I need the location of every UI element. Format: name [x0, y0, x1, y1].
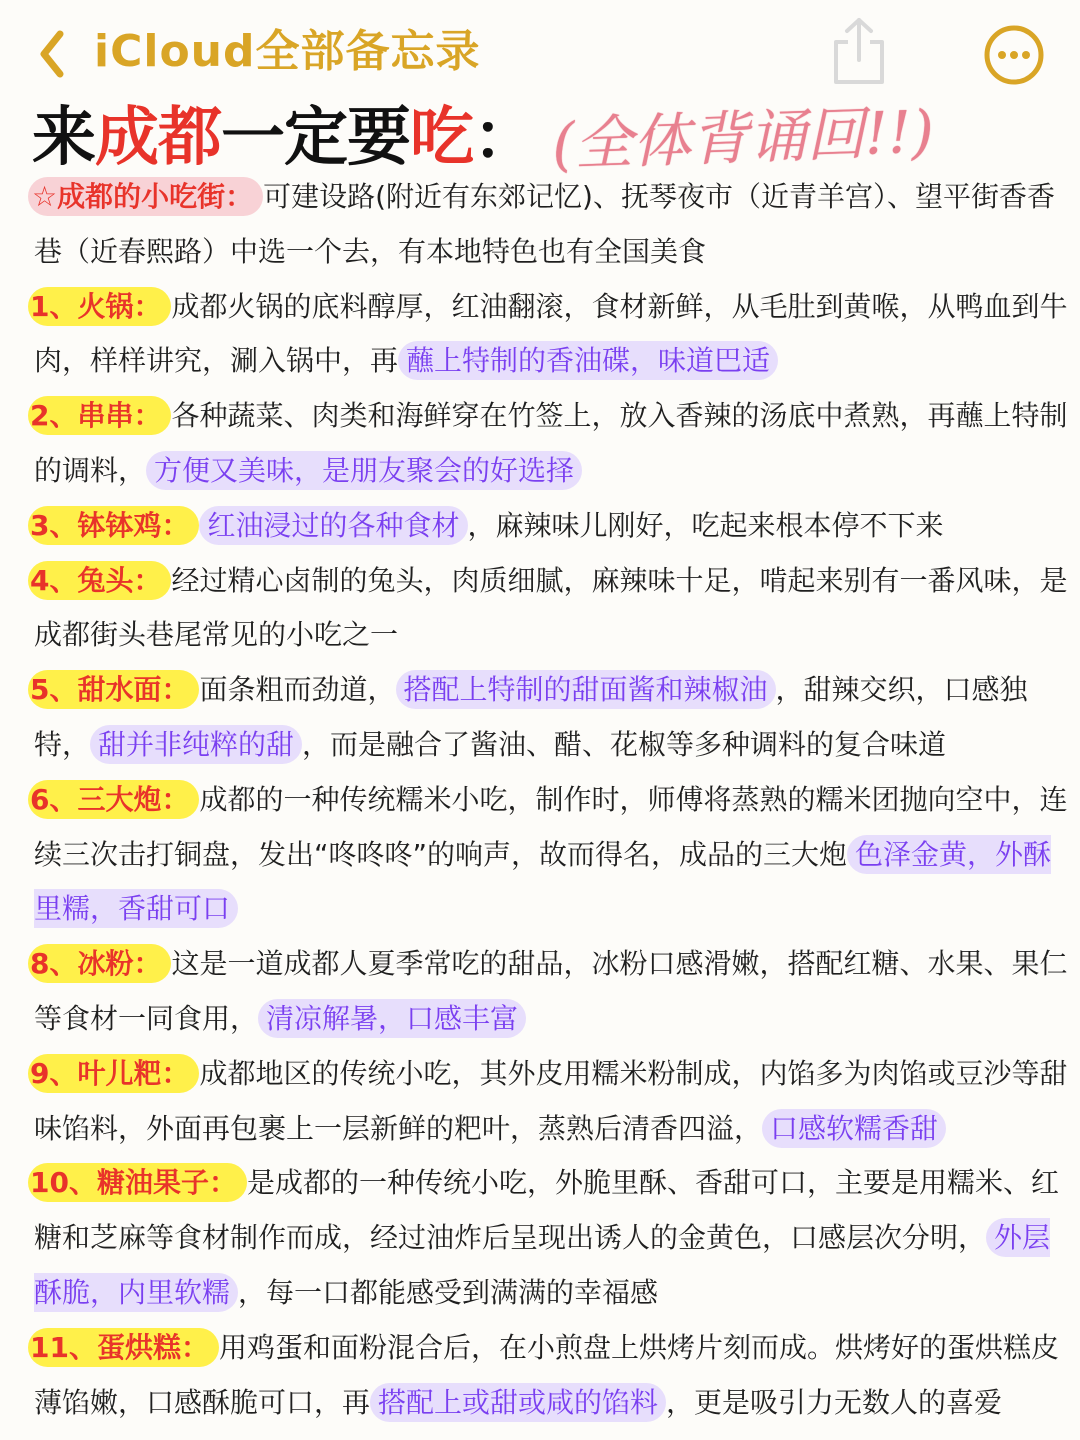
item-label: 1、火锅： — [28, 287, 171, 326]
item-highlight: 口感软糯香甜 — [762, 1109, 946, 1148]
share-icon[interactable] — [830, 16, 888, 86]
item-label: 6、三大炮： — [28, 780, 199, 819]
item-text: 是成都的一种传统小吃，外脆里酥、香甜可口，主要是用糯米、红糖和芝麻等食材制作而成，经过油炸后呈现出诱人的金黄色，口感层次分明， — [34, 1166, 1059, 1255]
title-part-2: 成都 — [95, 101, 221, 175]
item-highlight: 蘸上特制的香油碟，味道巴适 — [398, 341, 778, 380]
chevron-left-icon[interactable] — [38, 30, 66, 78]
list-item — [30, 280, 1070, 390]
item-text: 成都的一种传统糯米小吃，制作时，师傅将蒸熟的糯米团抛向空中，连续三次击打铜盘，发出“咚咚咚”的响声，故而得名，成品的三大炮 — [34, 782, 1068, 871]
title-handwritten-note: (全体背诵回!!) — [550, 97, 935, 179]
list-item — [30, 773, 1070, 937]
list-item — [30, 1047, 1070, 1157]
back-link-title[interactable]: iCloud全部备忘录 — [94, 26, 481, 77]
item-text: 面条粗而劲道， — [199, 673, 396, 707]
item-label: ☆成都的小吃街： — [28, 177, 263, 216]
item-highlight: 搭配上特制的甜面酱和辣椒油 — [396, 670, 776, 709]
item-text: 成都地区的传统小吃，其外皮用糯米粉制成，内馅多为肉馅或豆沙等甜味馅料，外面再包裹上一层新鲜的粑叶，蒸熟后清香四溢， — [34, 1056, 1068, 1145]
list-item — [30, 554, 1070, 664]
item-text: 各种蔬菜、肉类和海鲜穿在竹签上，放入香辣的汤底中煮熟，再蘸上特制的调料， — [34, 399, 1068, 487]
item-text: 可建设路(附近有东郊记忆)、抚琴夜市（近青羊宫）、望平街香香巷（近春熙路）中选一个去，有本地特色也有全国美食 — [34, 180, 1055, 268]
item-label: 9、叶儿粑： — [28, 1054, 199, 1093]
item-highlight: 清凉解暑，口感丰富 — [258, 999, 526, 1038]
item-text: ，甜辣交织，口感独特， — [34, 673, 1028, 761]
item-text: ，麻辣味儿刚好，吃起来根本停不下来 — [467, 508, 944, 542]
item-text: ，更是吸引力无数人的喜爱 — [666, 1385, 1003, 1419]
more-ellipsis-icon[interactable] — [983, 24, 1045, 86]
list-item — [30, 1156, 1070, 1320]
item-label: 8、冰粉： — [28, 944, 171, 983]
title-part-5: ： — [473, 101, 536, 175]
item-text: 经过精心卤制的兔头，肉质细腻，麻辣味十足，啃起来别有一番风味，是成都街头巷尾常见的小吃之一 — [34, 563, 1068, 652]
title-part-1: 来 — [32, 101, 95, 175]
item-highlight: 外层酥脆，内里软糯 — [34, 1218, 1050, 1312]
item-label: 4、兔头： — [28, 561, 171, 600]
item-highlight: 红油浸过的各种食材 — [199, 506, 467, 545]
note-body[interactable] — [30, 170, 1070, 1430]
item-label: 2、串串： — [28, 396, 171, 435]
item-highlight: 甜并非纯粹的甜 — [90, 725, 302, 764]
item-text: ，而是融合了酱油、醋、花椒等多种调料的复合味道 — [302, 727, 947, 761]
title-part-4: 吃 — [410, 101, 473, 175]
list-item — [30, 663, 1070, 773]
title-part-3: 一定要 — [221, 101, 410, 175]
item-text: 这是一道成都人夏季常吃的甜品，冰粉口感滑嫩，搭配红糖、水果、果仁等食材一同食用， — [34, 947, 1068, 1035]
list-item — [30, 937, 1070, 1047]
item-text: ，每一口都能感受到满满的幸福感 — [238, 1275, 659, 1309]
list-item — [30, 499, 1070, 554]
list-item — [30, 389, 1070, 499]
item-label: 5、甜水面： — [28, 670, 199, 709]
item-label: 11、蛋烘糕： — [28, 1328, 219, 1367]
list-item — [34, 170, 1070, 280]
item-highlight: 方便又美味，是朋友聚会的好选择 — [146, 451, 582, 490]
item-highlight: 色泽金黄，外酥里糯，香甜可口 — [34, 835, 1051, 929]
item-text: 用鸡蛋和面粉混合后，在小煎盘上烘烤片刻而成。烘烤好的蛋烘糕皮薄馅嫩，口感酥脆可口，再 — [34, 1330, 1059, 1419]
nav-bar — [0, 0, 1080, 100]
item-highlight: 搭配上或甜或咸的馅料 — [370, 1383, 666, 1422]
list-item — [30, 1321, 1070, 1431]
item-label: 10、糖油果子： — [28, 1163, 247, 1202]
item-label: 3、钵钵鸡： — [28, 506, 199, 545]
item-text: 成都火锅的底料醇厚，红油翻滚，食材新鲜，从毛肚到黄喉，从鸭血到牛肉，样样讲究，涮入锅中，再 — [34, 289, 1068, 378]
